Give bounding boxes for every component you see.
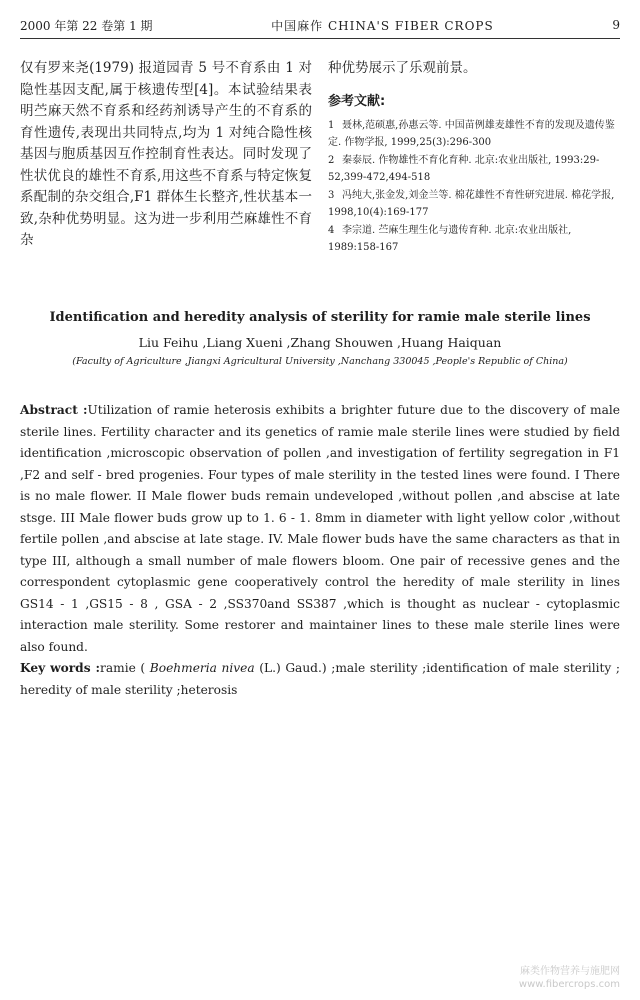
reference-item: 3 冯纯大,张金发,刘金兰等. 棉花雄性不育性研究进展. 棉花学报, 1998,10(4):169-177: [328, 189, 615, 218]
right-column: [328, 58, 624, 257]
keywords-paragraph: Key words :ramie ( Boehmeria nivea (L.) Gaud.) ;male sterility ;identification of male sterility ; heredity of male sterility ;heterosis: [20, 661, 620, 697]
page-number: 9: [612, 18, 620, 32]
affiliation: (Faculty of Agriculture ,Jiangxi Agricultural University ,Nanchang 330045 ,People's Republic of China): [72, 356, 568, 367]
author-list: Liu Feihu ,Liang Xueni ,Zhang Shouwen ,Huang Haiquan: [138, 335, 502, 350]
body-continuation: 种优势展示了乐观前景。: [328, 60, 477, 76]
reference-item: 4 李宗道. 苎麻生理生化与遗传育种. 北京:农业出版社, 1989:158-167: [328, 224, 572, 253]
references-heading: 参考文献:: [328, 93, 386, 109]
reference-item: 1 聂林,范硕惠,孙惠云等. 中国苗例雄麦雄性不育的发现及遗传鉴定. 作物学报, 1999,25(3):296-300: [328, 119, 615, 148]
reference-list: [328, 117, 624, 256]
species-name: Boehmeria nivea: [149, 661, 255, 675]
site-watermark: 麻类作物营养与施肥网 www.fibercrops.com: [518, 966, 620, 990]
english-title: Identification and heredity analysis of sterility for ramie male sterile lines: [49, 310, 591, 325]
abstract-paragraph: [20, 400, 620, 658]
body-paragraph: 仅有罗来尧(1979) 报道园青 5 号不育系由 1 对隐性基因支配,属于核遗传型[4]。本试验结果表明苎麻天然不育系和经药剂诱导产生的不育系的育性遗传,表现出共同特点,均为 1 对纯合隐性核基因与胞质基因互作控制育性表达。同时发现了性状优良的雄性不育系,用这些不育系与特定恢复系配制的杂交组合,F1 群体生长整齐,性状基本一致,杂种优势明显。这为进一步利用苎麻雄性不育杂: [20, 60, 312, 248]
journal-name: 中国麻作 CHINA'S FIBER CROPS: [271, 18, 494, 33]
abstract-text: Utilization of ramie heterosis exhibits a brighter future due to the discovery of male sterile lines. Fertility character and its genetics of ramie male sterile lines were studied by field identification ,microscopic observation of pollen ,and investigation of fertility segregation in F1 ,F2 and self - bred progenies. Four types of male sterility in the tested lines were found. I There is no male flower. II Male flower buds remain undeveloped ,without pollen ,and abscise at late stsge. III Male flower buds grow up to 1. 6 - 1. 8mm in diameter with light yellow color ,without fertile pollen ,and abscise at late stage. IV. Male flower buds have the same characters as that in type III, although a small number of male flowers bloom. One pair of recessive genes and the correspondent cytoplasmic gene cooperatively control the heredity of male sterility in lines GS14 - 1 ,GS15 - 8 , GSA - 2 ,SS370and SS387 ,which is thought as nuclear - cytoplasmic interaction male sterility. Some restorer and maintainer lines to these male sterile lines were also found.: [20, 403, 620, 654]
journal-issue: 2000 年第 22 卷第 1 期: [20, 18, 153, 33]
running-header: [20, 12, 620, 39]
reference-item: 2 秦泰辰. 作物雄性不育化育种. 北京:农业出版社, 1993:29-52,399-472,494-518: [328, 154, 600, 183]
keywords-label: Key words :: [20, 661, 101, 675]
abstract-label: Abstract :: [20, 403, 88, 417]
english-abstract: [20, 400, 620, 701]
left-column: [20, 58, 312, 252]
